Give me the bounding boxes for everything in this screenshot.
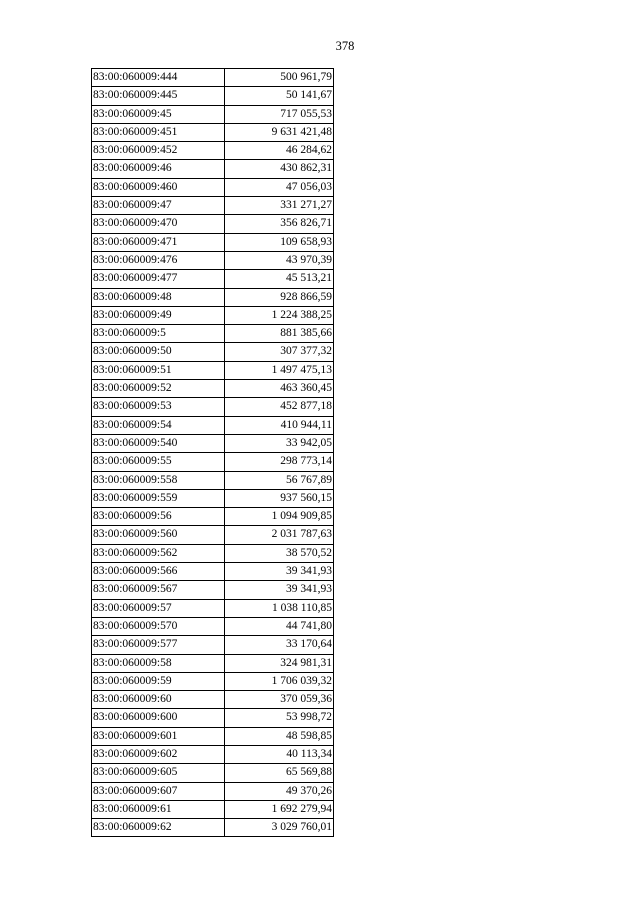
value-cell: 47 056,03 bbox=[225, 178, 334, 196]
table-row bbox=[92, 617, 334, 635]
table-row bbox=[92, 526, 334, 544]
cadastral-number-cell: 83:00:060009:600 bbox=[92, 709, 225, 727]
table-row bbox=[92, 178, 334, 196]
cadastral-number-cell: 83:00:060009:558 bbox=[92, 471, 225, 489]
value-cell: 324 981,31 bbox=[225, 654, 334, 672]
value-cell: 307 377,32 bbox=[225, 343, 334, 361]
value-cell: 39 341,93 bbox=[225, 581, 334, 599]
cadastral-number-cell: 83:00:060009:444 bbox=[92, 69, 225, 87]
cadastral-number-cell: 83:00:060009:471 bbox=[92, 233, 225, 251]
table-body bbox=[92, 69, 334, 837]
cadastral-number-cell: 83:00:060009:540 bbox=[92, 434, 225, 452]
table-row bbox=[92, 416, 334, 434]
cadastral-number-cell: 83:00:060009:451 bbox=[92, 123, 225, 141]
table-row bbox=[92, 654, 334, 672]
table-row bbox=[92, 306, 334, 324]
table-row bbox=[92, 123, 334, 141]
value-cell: 500 961,79 bbox=[225, 69, 334, 87]
value-cell: 3 029 760,01 bbox=[225, 819, 334, 837]
table-row bbox=[92, 672, 334, 690]
cadastral-number-cell: 83:00:060009:45 bbox=[92, 105, 225, 123]
value-cell: 452 877,18 bbox=[225, 398, 334, 416]
value-cell: 39 341,93 bbox=[225, 563, 334, 581]
cadastral-number-cell: 83:00:060009:50 bbox=[92, 343, 225, 361]
table-row bbox=[92, 453, 334, 471]
cadastral-number-cell: 83:00:060009:48 bbox=[92, 288, 225, 306]
table-row bbox=[92, 544, 334, 562]
cadastral-number-cell: 83:00:060009:476 bbox=[92, 251, 225, 269]
value-cell: 45 513,21 bbox=[225, 270, 334, 288]
table-row bbox=[92, 69, 334, 87]
value-cell: 2 031 787,63 bbox=[225, 526, 334, 544]
value-cell: 9 631 421,48 bbox=[225, 123, 334, 141]
table-row bbox=[92, 764, 334, 782]
cadastral-number-cell: 83:00:060009:49 bbox=[92, 306, 225, 324]
table-row bbox=[92, 471, 334, 489]
table-row bbox=[92, 270, 334, 288]
table-row bbox=[92, 508, 334, 526]
table-row bbox=[92, 563, 334, 581]
cadastral-number-cell: 83:00:060009:570 bbox=[92, 617, 225, 635]
cadastral-number-cell: 83:00:060009:562 bbox=[92, 544, 225, 562]
cadastral-number-cell: 83:00:060009:602 bbox=[92, 745, 225, 763]
value-cell: 410 944,11 bbox=[225, 416, 334, 434]
cadastral-number-cell: 83:00:060009:5 bbox=[92, 325, 225, 343]
table-row bbox=[92, 782, 334, 800]
value-cell: 49 370,26 bbox=[225, 782, 334, 800]
table-row bbox=[92, 361, 334, 379]
table-row bbox=[92, 325, 334, 343]
value-cell: 1 692 279,94 bbox=[225, 800, 334, 818]
table-row bbox=[92, 160, 334, 178]
cadastral-number-cell: 83:00:060009:54 bbox=[92, 416, 225, 434]
value-cell: 937 560,15 bbox=[225, 489, 334, 507]
cadastral-number-cell: 83:00:060009:601 bbox=[92, 727, 225, 745]
value-cell: 46 284,62 bbox=[225, 142, 334, 160]
value-cell: 40 113,34 bbox=[225, 745, 334, 763]
table-row bbox=[92, 819, 334, 837]
value-cell: 1 706 039,32 bbox=[225, 672, 334, 690]
value-cell: 1 038 110,85 bbox=[225, 599, 334, 617]
cadastral-number-cell: 83:00:060009:56 bbox=[92, 508, 225, 526]
cadastral-number-cell: 83:00:060009:60 bbox=[92, 691, 225, 709]
cadastral-number-cell: 83:00:060009:567 bbox=[92, 581, 225, 599]
cadastral-number-cell: 83:00:060009:51 bbox=[92, 361, 225, 379]
value-cell: 43 970,39 bbox=[225, 251, 334, 269]
cadastral-number-cell: 83:00:060009:46 bbox=[92, 160, 225, 178]
value-cell: 50 141,67 bbox=[225, 87, 334, 105]
table-row bbox=[92, 215, 334, 233]
cadastral-number-cell: 83:00:060009:607 bbox=[92, 782, 225, 800]
table-row bbox=[92, 197, 334, 215]
cadastral-number-cell: 83:00:060009:477 bbox=[92, 270, 225, 288]
table-row bbox=[92, 581, 334, 599]
table-row bbox=[92, 709, 334, 727]
value-cell: 48 598,85 bbox=[225, 727, 334, 745]
value-cell: 1 497 475,13 bbox=[225, 361, 334, 379]
table-row bbox=[92, 636, 334, 654]
cadastral-number-cell: 83:00:060009:460 bbox=[92, 178, 225, 196]
table-row bbox=[92, 251, 334, 269]
value-cell: 881 385,66 bbox=[225, 325, 334, 343]
cadastral-number-cell: 83:00:060009:62 bbox=[92, 819, 225, 837]
cadastral-number-cell: 83:00:060009:59 bbox=[92, 672, 225, 690]
value-cell: 33 170,64 bbox=[225, 636, 334, 654]
table-row bbox=[92, 288, 334, 306]
value-cell: 56 767,89 bbox=[225, 471, 334, 489]
cadastral-number-cell: 83:00:060009:57 bbox=[92, 599, 225, 617]
table-row bbox=[92, 398, 334, 416]
value-cell: 463 360,45 bbox=[225, 380, 334, 398]
value-cell: 38 570,52 bbox=[225, 544, 334, 562]
page-number: 378 bbox=[335, 39, 355, 53]
table-row bbox=[92, 233, 334, 251]
cadastral-number-cell: 83:00:060009:566 bbox=[92, 563, 225, 581]
table-row bbox=[92, 105, 334, 123]
value-cell: 1 094 909,85 bbox=[225, 508, 334, 526]
value-cell: 33 942,05 bbox=[225, 434, 334, 452]
cadastral-number-cell: 83:00:060009:58 bbox=[92, 654, 225, 672]
cadastral-number-cell: 83:00:060009:52 bbox=[92, 380, 225, 398]
value-cell: 430 862,31 bbox=[225, 160, 334, 178]
value-cell: 717 055,53 bbox=[225, 105, 334, 123]
value-cell: 370 059,36 bbox=[225, 691, 334, 709]
table-row bbox=[92, 727, 334, 745]
table-row bbox=[92, 87, 334, 105]
cadastral-number-cell: 83:00:060009:47 bbox=[92, 197, 225, 215]
table-row bbox=[92, 343, 334, 361]
cadastral-number-cell: 83:00:060009:55 bbox=[92, 453, 225, 471]
cadastral-number-cell: 83:00:060009:61 bbox=[92, 800, 225, 818]
value-cell: 109 658,93 bbox=[225, 233, 334, 251]
cadastral-number-cell: 83:00:060009:445 bbox=[92, 87, 225, 105]
value-cell: 331 271,27 bbox=[225, 197, 334, 215]
cadastral-number-cell: 83:00:060009:452 bbox=[92, 142, 225, 160]
value-cell: 928 866,59 bbox=[225, 288, 334, 306]
table-row bbox=[92, 745, 334, 763]
value-cell: 44 741,80 bbox=[225, 617, 334, 635]
cadastral-number-cell: 83:00:060009:577 bbox=[92, 636, 225, 654]
value-cell: 1 224 388,25 bbox=[225, 306, 334, 324]
table-row bbox=[92, 434, 334, 452]
cadastral-number-cell: 83:00:060009:605 bbox=[92, 764, 225, 782]
cadastral-number-cell: 83:00:060009:559 bbox=[92, 489, 225, 507]
table-row bbox=[92, 691, 334, 709]
value-cell: 298 773,14 bbox=[225, 453, 334, 471]
cadastral-number-cell: 83:00:060009:560 bbox=[92, 526, 225, 544]
table-row bbox=[92, 380, 334, 398]
table-row bbox=[92, 599, 334, 617]
value-cell: 356 826,71 bbox=[225, 215, 334, 233]
value-cell: 65 569,88 bbox=[225, 764, 334, 782]
table-row bbox=[92, 489, 334, 507]
cadastral-number-cell: 83:00:060009:470 bbox=[92, 215, 225, 233]
value-cell: 53 998,72 bbox=[225, 709, 334, 727]
cadastral-value-table bbox=[91, 68, 334, 837]
table-row bbox=[92, 800, 334, 818]
table-row bbox=[92, 142, 334, 160]
cadastral-number-cell: 83:00:060009:53 bbox=[92, 398, 225, 416]
